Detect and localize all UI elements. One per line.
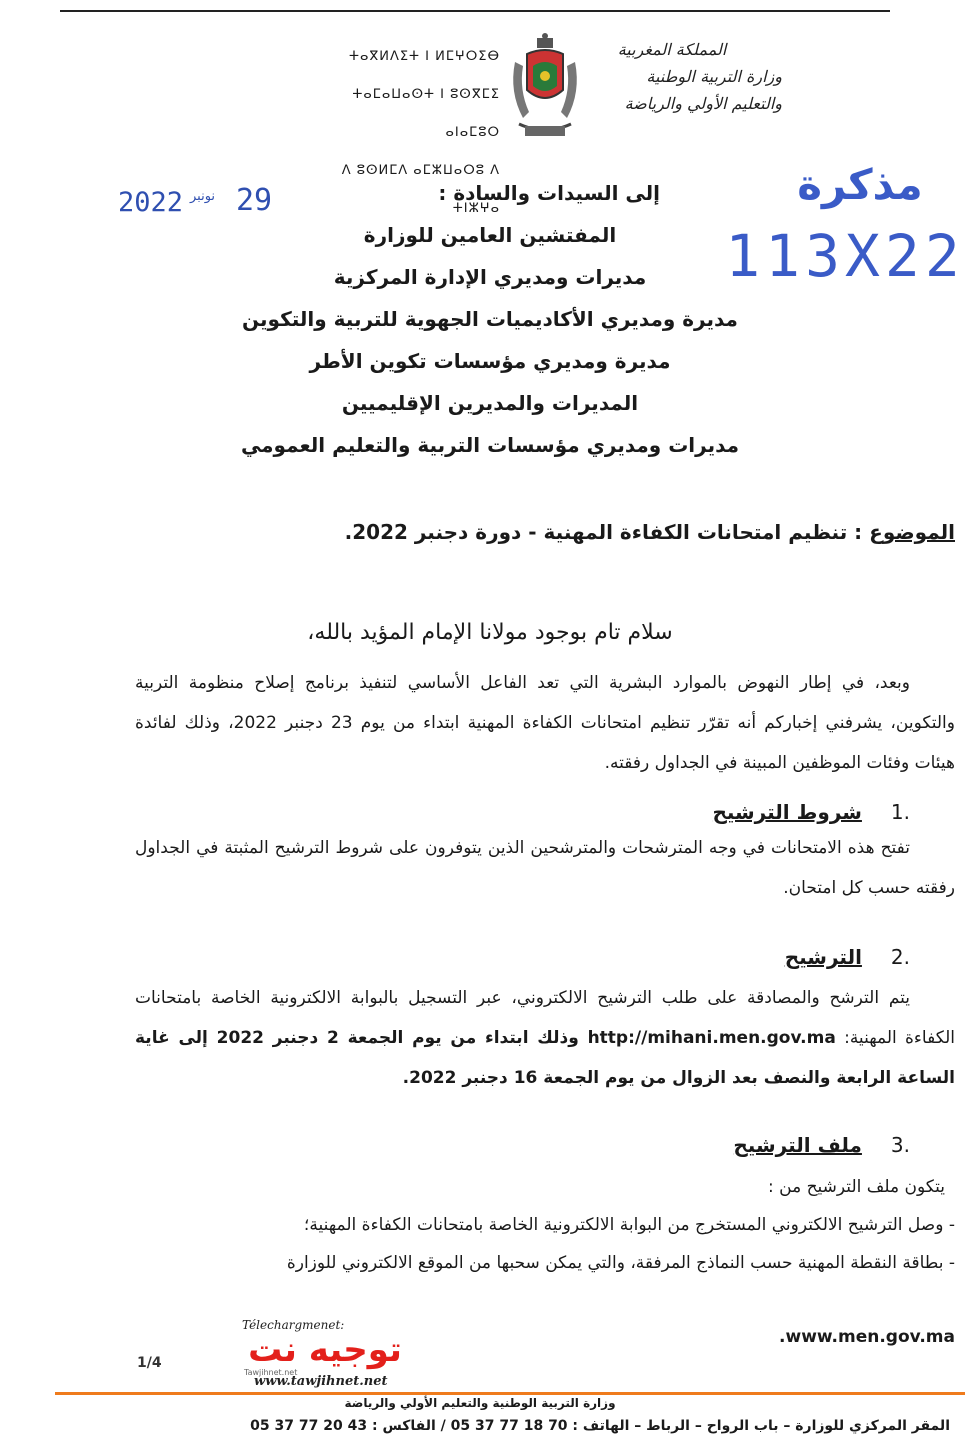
coat-of-arms-icon bbox=[505, 32, 585, 142]
ministry-label: وزارة التربية الوطنية bbox=[646, 67, 782, 86]
section-number: .1 bbox=[890, 800, 910, 824]
file-bullet: - بطاقة النقطة المهنية حسب النماذج المرفقة، والتي يمكن سحبها من الموقع الالكتروني للوزارة bbox=[286, 1253, 955, 1273]
subject-line bbox=[344, 520, 955, 544]
addressee-line: المديرات والمديرين الإقليميين bbox=[341, 391, 639, 415]
addressee-line: المفتشين العامين للوزارة bbox=[363, 223, 617, 247]
candidacy-text-b: وذلك ابتداء من يوم الجمعة 2 دجنبر 2022 إلى غاية الساعة الرابعة والنصف بعد الزوال من يوم الجمعة 16 دجنبر 2022. bbox=[135, 1028, 955, 1088]
file-bullet: - وصل الترشيح الالكتروني المستخرج من البوابة الالكترونية الخاصة بامتحانات الكفاءة المهنية؛ bbox=[303, 1215, 955, 1235]
tawjihnet-watermark bbox=[240, 1318, 410, 1390]
footer-divider bbox=[55, 1392, 965, 1395]
subject-text: : تنظيم امتحانات الكفاءة المهنية - دورة دجنبر 2022. bbox=[344, 520, 863, 544]
conditions-paragraph: تفتح هذه الامتحانات في وجه المترشحات والمترشحين الذين يتوفرون على شروط الترشيح المثبتة في الجداول رفقته حسب كل امتحان. bbox=[135, 838, 955, 898]
section-number: .3 bbox=[890, 1133, 910, 1157]
footer-ministry: وزارة التربية الوطنية والتعليم الأولي والرياضة bbox=[344, 1396, 616, 1410]
top-edge-line bbox=[60, 10, 890, 12]
subject-label: الموضوع bbox=[869, 520, 955, 544]
memo-stamp-number: 113X22 bbox=[725, 222, 965, 290]
date-month: نونبر bbox=[190, 189, 216, 204]
portal-url-link[interactable]: http://mihani.men.gov.ma bbox=[587, 1028, 836, 1048]
addressee-line: مديرة ومديري الأكاديميات الجهوية للتربية والتكوين bbox=[242, 307, 738, 331]
candidacy-paragraph bbox=[135, 978, 955, 1098]
addressees-greeting: إلى السيدات والسادة : bbox=[438, 181, 660, 205]
addressee-line: مديرات ومديري الإدارة المركزية bbox=[333, 265, 647, 289]
footer-address: المقر المركزي للوزارة – باب الرواح – الرباط – الهاتف : 70 18 77 37 05 / الفاكس : 43 20 77 37 05 bbox=[250, 1418, 950, 1434]
memo-stamp-word: مذكرة bbox=[797, 160, 923, 209]
addressee-line: مديرة ومديري مؤسسات تكوين الأطر bbox=[309, 349, 671, 373]
watermark-label: Télechargmenet: bbox=[242, 1318, 345, 1332]
date-year: 2022 bbox=[118, 187, 184, 218]
kingdom-label: المملكة المغربية bbox=[617, 40, 727, 59]
salutation: سلام تام بوجود مولانا الإمام المؤيد بالله، bbox=[307, 620, 673, 645]
tifinagh-line: ⵜⴰⵎⴰⵡⴰⵙⵜ ⵏ ⵓⵙⴳⵎⵉ ⴰⵏⴰⵎⵓⵔ bbox=[352, 87, 500, 140]
date-day: 29 bbox=[236, 183, 273, 218]
ministry-header-arabic bbox=[582, 36, 782, 117]
candidacy-text-a: يتم الترشح والمصادقة على طلب الترشيح الالكتروني، عبر التسجيل بالبوابة الالكترونية الخاصة بامتحانات الكفاءة المهنية: bbox=[135, 988, 955, 1048]
ministry-label-2: والتعليم الأولي والرياضة bbox=[624, 94, 782, 113]
section-heading-conditions bbox=[712, 800, 910, 824]
watermark-small: Tawjihnet.net bbox=[244, 1368, 298, 1377]
addressee-line: مديرات ومديري مؤسسات التربية والتعليم العمومي bbox=[240, 433, 740, 457]
addressees-block bbox=[200, 172, 780, 466]
section-heading-file bbox=[733, 1133, 910, 1157]
section-heading-candidacy bbox=[785, 945, 910, 969]
section-title: ملف الترشيح bbox=[733, 1133, 862, 1157]
page-number: 1/4 bbox=[137, 1355, 162, 1371]
section-title: شروط الترشيح bbox=[712, 800, 862, 824]
tifinagh-line: ⵜⴰⴳⵍⴷⵉⵜ ⵏ ⵍⵎⵖⵔⵉⴱ bbox=[348, 49, 500, 64]
file-intro: يتكون ملف الترشيح من : bbox=[768, 1177, 945, 1197]
section-title: الترشيح bbox=[784, 945, 862, 969]
watermark-url[interactable]: www.tawjihnet.net bbox=[254, 1374, 388, 1389]
tawjihnet-logo: توجيه نت bbox=[248, 1330, 402, 1370]
tifinagh-line: ⴷ ⵓⵙⵍⵎⴷ ⴰⵎⵣⵡⴰⵔⵓ ⴷ ⵜⵏⵣⵖⴰ bbox=[341, 163, 500, 216]
ministry-website-link[interactable]: www.men.gov.ma. bbox=[779, 1327, 955, 1347]
intro-paragraph: وبعد، في إطار النهوض بالموارد البشرية التي تعد الفاعل الأساسي لتنفيذ برنامج إصلاح منظومة التربية والتكوين، يشرفني إخباركم أنه تقرّر تنظيم امتحانات الكفاءة المهنية ابتداء من يوم 23 دجنبر 2022، وذلك لفائدة هيئات وفئات الموظفين المبينة في الجداول رفقته. bbox=[135, 673, 955, 773]
section-number: .2 bbox=[890, 945, 910, 969]
